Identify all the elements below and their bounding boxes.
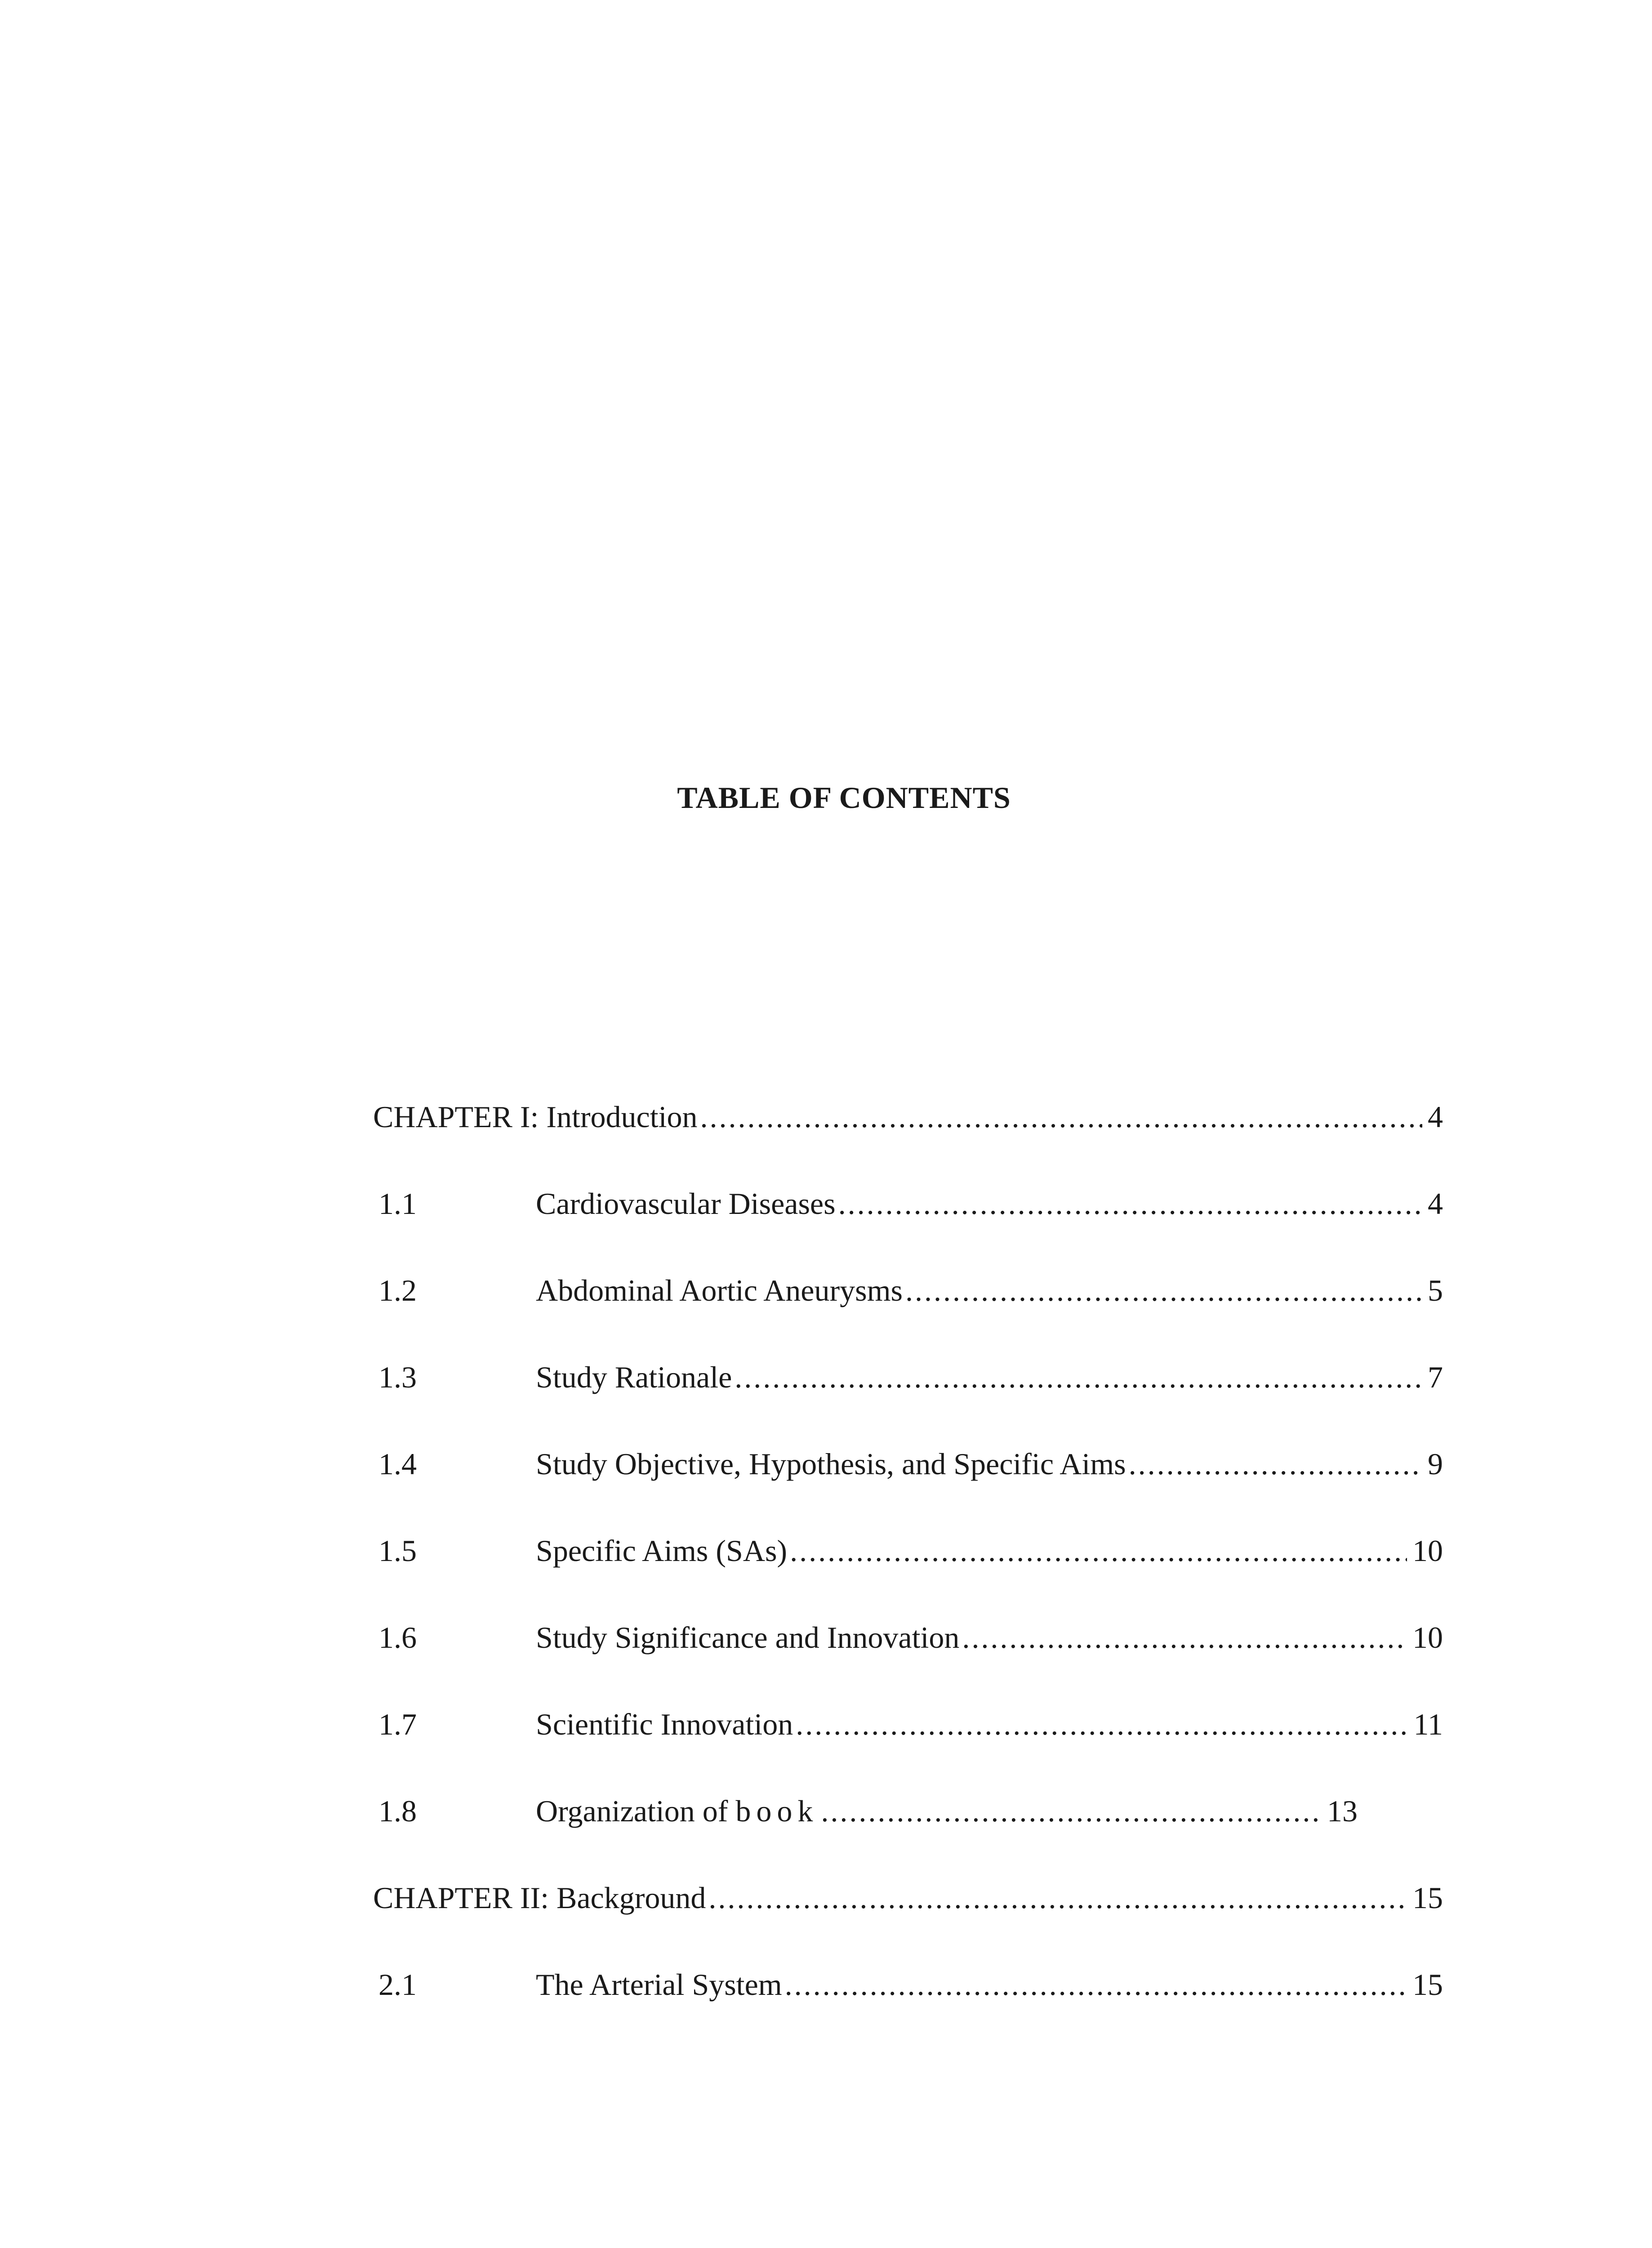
toc-entry-page: 10 (1412, 1620, 1443, 1655)
toc-entry-label: Cardiovascular Diseases (536, 1186, 836, 1221)
toc-entry-label: Study Significance and Innovation (536, 1620, 960, 1655)
toc-entry-page: 15 (1412, 1967, 1443, 2002)
toc-leader-dots (905, 1275, 1422, 1306)
toc-leader-dots (821, 1796, 1322, 1826)
toc-entry-page: 10 (1412, 1534, 1443, 1568)
toc-entry-number: 1.2 (378, 1273, 417, 1307)
toc-entry-label: Study Rationale (536, 1360, 732, 1394)
toc-entry-label: Study Objective, Hypothesis, and Specific Aims (536, 1447, 1126, 1481)
toc-entry-label: Scientific Innovation (536, 1707, 793, 1741)
toc-entry-page: 11 (1413, 1707, 1443, 1741)
toc-entry-page: 4 (1428, 1186, 1443, 1221)
toc-entry-label (536, 1796, 818, 1826)
toc-leader-dots (700, 1102, 1422, 1132)
toc-leader-dots (735, 1362, 1422, 1392)
toc-entry-page: 13 (1327, 1794, 1358, 1828)
toc-entry-chapter-2[interactable] (373, 1882, 1443, 1969)
toc-entry-number: 1.8 (378, 1794, 417, 1828)
toc-entry-label-suffix: book (735, 1794, 819, 1828)
toc-entry-1-8[interactable] (373, 1796, 1443, 1882)
toc-entry-1-2[interactable] (373, 1275, 1443, 1362)
toc-entry-number: 1.4 (378, 1447, 417, 1481)
toc-entry-1-4[interactable] (373, 1449, 1443, 1535)
toc-entry-page: 7 (1428, 1360, 1443, 1394)
toc-entry-number: 1.6 (378, 1620, 417, 1655)
toc-heading: TABLE OF CONTENTS (677, 781, 1011, 815)
toc-entry-number: 1.5 (378, 1534, 417, 1568)
toc-leader-dots (962, 1622, 1407, 1653)
toc-entry-1-5[interactable] (373, 1535, 1443, 1622)
toc-entry-label: CHAPTER I: Introduction (373, 1100, 698, 1134)
toc-leader-dots (708, 1882, 1407, 1913)
toc-list (373, 1102, 1443, 2056)
toc-entry-2-1[interactable] (373, 1969, 1443, 2056)
toc-entry-number: 1.3 (378, 1360, 417, 1394)
toc-entry-1-3[interactable] (373, 1362, 1443, 1449)
toc-entry-page: 4 (1428, 1100, 1443, 1134)
toc-entry-label: CHAPTER II: Background (373, 1881, 706, 1915)
toc-entry-chapter-1[interactable] (373, 1102, 1443, 1188)
toc-leader-dots (1129, 1449, 1422, 1479)
toc-entry-label: The Arterial System (536, 1967, 782, 2002)
toc-leader-dots (790, 1535, 1407, 1566)
toc-entry-page: 15 (1412, 1881, 1443, 1915)
toc-leader-dots (838, 1188, 1422, 1219)
toc-entry-number: 1.1 (378, 1186, 417, 1221)
toc-entry-label-main: Organization of (536, 1794, 728, 1828)
toc-entry-1-7[interactable] (373, 1709, 1443, 1796)
toc-entry-number: 1.7 (378, 1707, 417, 1741)
toc-entry-number: 2.1 (378, 1967, 417, 2002)
toc-entry-label: Abdominal Aortic Aneurysms (536, 1273, 903, 1307)
toc-leader-dots (785, 1969, 1407, 2000)
toc-entry-page: 9 (1428, 1447, 1443, 1481)
toc-entry-label: Specific Aims (SAs) (536, 1534, 788, 1568)
toc-leader-dots (796, 1709, 1408, 1740)
toc-entry-page: 5 (1428, 1273, 1443, 1307)
toc-entry-1-6[interactable] (373, 1622, 1443, 1709)
toc-entry-1-1[interactable] (373, 1188, 1443, 1275)
